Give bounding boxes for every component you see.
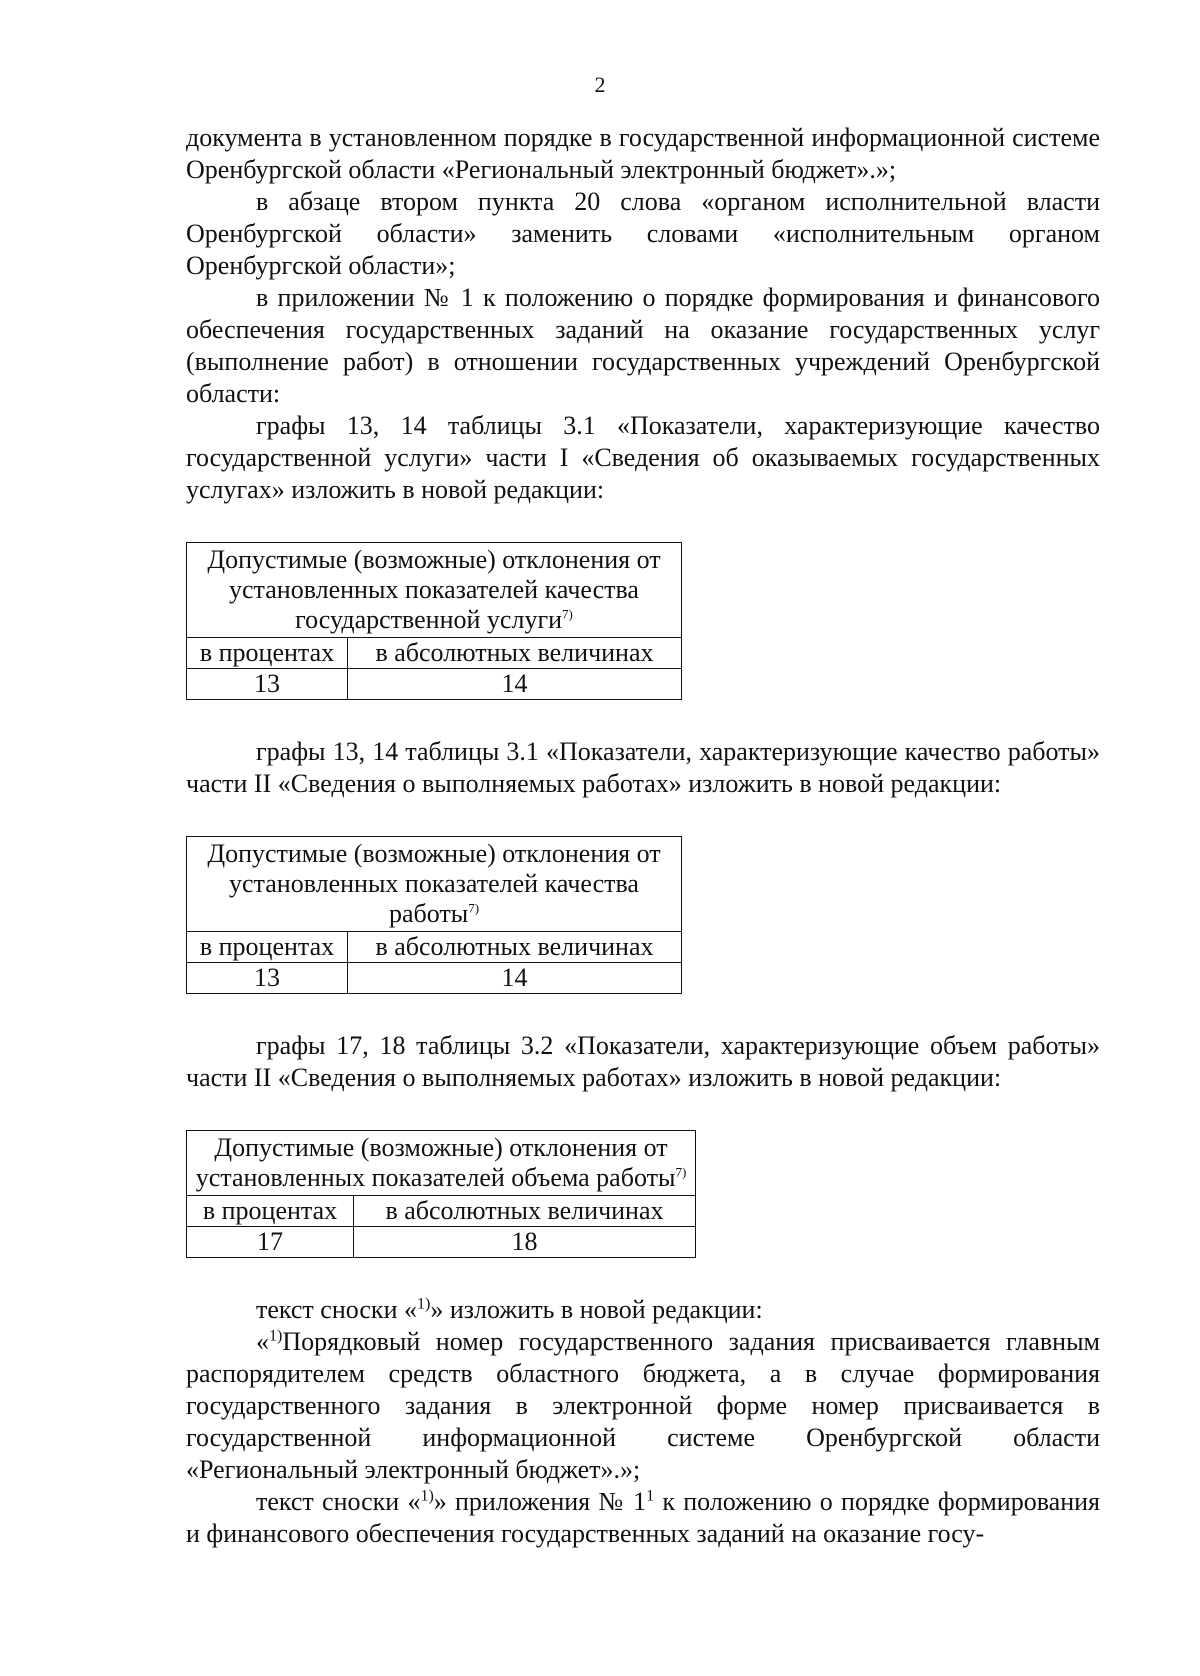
paragraph-4: графы 13, 14 таблицы 3.1 «Показатели, характеризующие качество государственной услуги» части I «Сведения об оказываемых государственных услугах» изложить в новой редакции: [186, 411, 1100, 504]
table-header-cell [187, 837, 682, 932]
text-run: к положению о порядке формирования и финансового обеспечения государственных заданий на оказание госу- [186, 1487, 1100, 1548]
footnote-mark: 1) [269, 1327, 283, 1345]
table-header-text: Допустимые (возможные) отклонения от установленных показателей качества работы [207, 839, 661, 928]
table-header-text: Допустимые (возможные) отклонения от установленных показателей объема работы [195, 1133, 676, 1192]
column-absolute: в абсолютных величинах [354, 1196, 696, 1227]
table-header-text: Допустимые (возможные) отклонения от установленных показателей качества государственной услуги [207, 545, 661, 634]
text-run: текст сноски « [256, 1295, 417, 1324]
table-header-cell [187, 1131, 696, 1196]
text-run: « [256, 1327, 269, 1356]
column-absolute: в абсолютных величинах [348, 932, 682, 963]
superscript-number: 1 [646, 1487, 655, 1505]
footnote-mark: 1) [420, 1487, 434, 1505]
column-number-cell: 14 [348, 669, 682, 700]
paragraph-3: в приложении № 1 к положению о порядке формирования и финансового обеспечения государственных заданий на оказание государственных услуг (выполнение работ) в отношении государственных учреждений Оренбургской области: [186, 283, 1100, 408]
column-number-cell: 14 [348, 963, 682, 994]
text-run: текст сноски « [256, 1487, 421, 1516]
paragraph-6: графы 17, 18 таблицы 3.2 «Показатели, характеризующие объем работы» части II «Сведения о выполняемых работах» изложить в новой редакции: [186, 1031, 1100, 1092]
text-run: Порядковый номер государственного задания присваивается главным распорядителем средств областного бюджета, а в случае формирования государственного задания в электронной форме номер присваивается в государственной информационной системе Оренбургской области «Региональный электронный бюджет».»; [186, 1327, 1100, 1484]
footnote-mark: 7) [675, 1164, 687, 1180]
text-run: » приложения № 1 [433, 1487, 647, 1516]
column-percent: в процентах [187, 1196, 354, 1227]
footnote-mark: 7) [562, 606, 573, 622]
table-quality-service [186, 542, 682, 700]
text-run: » изложить в новой редакции: [430, 1295, 763, 1324]
paragraph-2: в абзаце втором пункта 20 слова «органом исполнительной власти Оренбургской области» заменить словами «исполнительным органом Оренбургской области»; [186, 187, 1100, 280]
table-header-cell [187, 543, 682, 638]
column-number-cell: 17 [187, 1227, 354, 1258]
footnote-mark: 7) [468, 900, 480, 916]
paragraph-7 [186, 1294, 1100, 1326]
page-number: 2 [594, 72, 606, 97]
paragraph-9 [186, 1486, 1100, 1550]
paragraph-5: графы 13, 14 таблицы 3.1 «Показатели, характеризующие качество работы» части II «Сведения о выполняемых работах» изложить в новой редакции: [186, 737, 1100, 798]
column-percent: в процентах [187, 932, 348, 963]
table-volume-work [186, 1130, 696, 1258]
table-quality-work [186, 836, 682, 994]
column-number-cell: 18 [354, 1227, 696, 1258]
column-absolute: в абсолютных величинах [348, 638, 682, 669]
column-number-cell: 13 [187, 669, 348, 700]
document-body [186, 122, 1100, 1550]
paragraph-8 [186, 1326, 1100, 1486]
column-number-cell: 13 [187, 963, 348, 994]
footnote-mark: 1) [416, 1295, 431, 1313]
column-percent: в процентах [187, 638, 348, 669]
paragraph-1: документа в установленном порядке в государственной информационной системе Оренбургской области «Региональный электронный бюджет».»; [186, 123, 1100, 184]
